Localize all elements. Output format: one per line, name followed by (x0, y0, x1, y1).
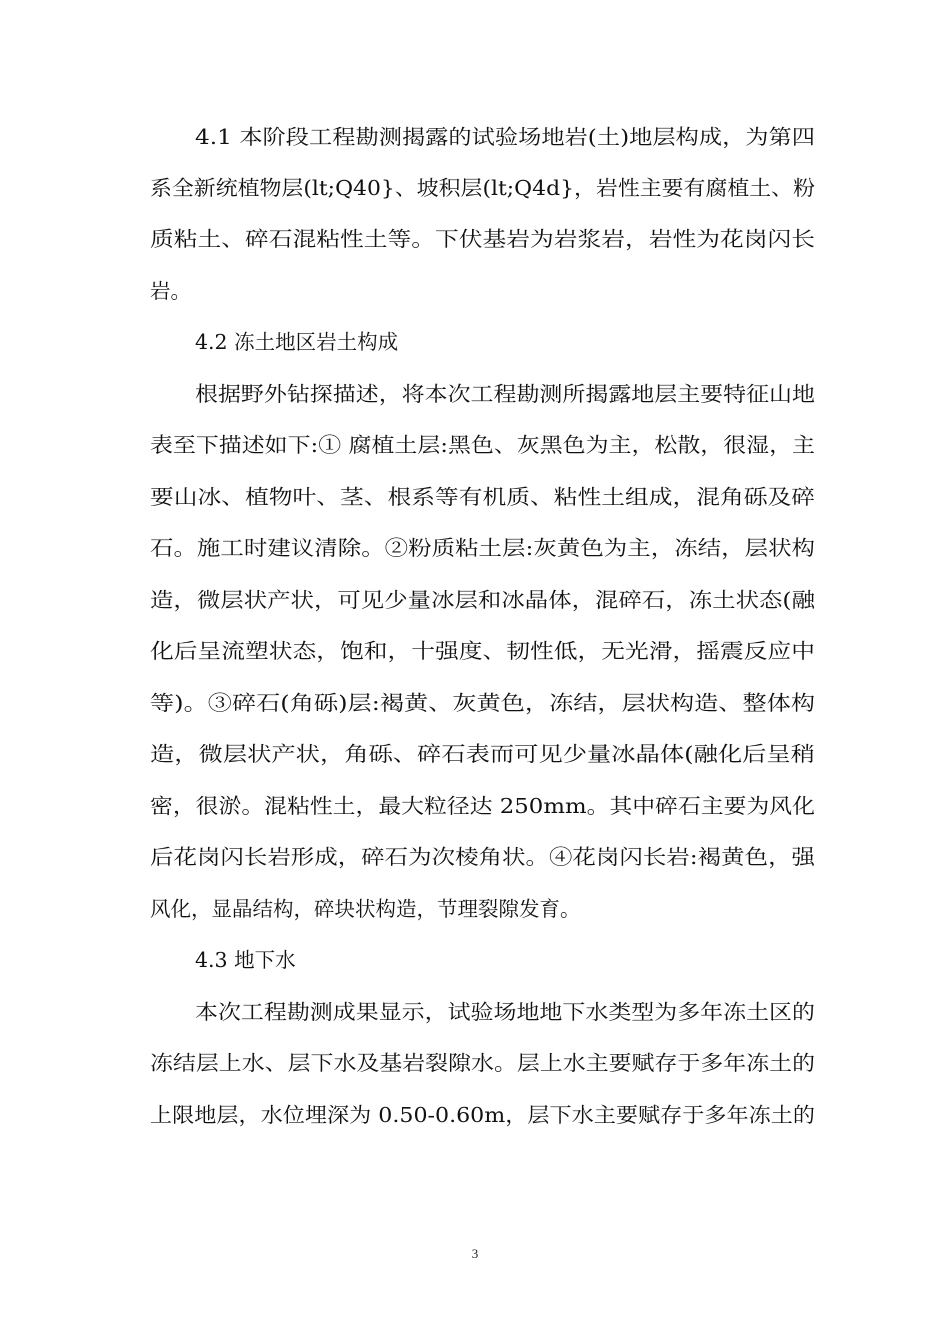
paragraph-4-1-line-2: 系全新统植物层(lt;Q40}、坡积层(lt;Q4d}，岩性主要有腐植土、粉 (150, 176, 815, 200)
paragraph-4-2-line-9: 密，很淤。混粘性土，最大粒径达 250mm。其中碎石主要为风化 (150, 794, 815, 818)
section-heading-4-3: 4.3 地下水 (195, 948, 296, 972)
section-heading-4-2: 4.2 冻土地区岩土构成 (195, 330, 399, 354)
paragraph-4-3-line-2: 冻结层上水、层下水及基岩裂隙水。层上水主要赋存于多年冻土的 (150, 1051, 816, 1075)
paragraph-4-1-line-4: 岩。 (150, 279, 191, 303)
paragraph-4-1-line-3: 质粘土、碎石混粘性土等。下伏基岩为岩浆岩，岩性为花岗闪长 (150, 227, 815, 251)
page-number: 3 (471, 1246, 479, 1261)
paragraph-4-2-line-8: 造，微层状产状，角砾、碎石表而可见少量冰晶体(融化后呈稍 (150, 742, 815, 766)
paragraph-4-2-line-7: 等)。③碎石(角砾)层:褐黄、灰黄色，冻结，层状构造、整体构 (150, 691, 816, 715)
paragraph-4-3-line-1: 本次工程勘测成果显示，试验场地地下水类型为多年冻土区的 (195, 1000, 815, 1024)
paragraph-4-2-line-11: 风化，显晶结构，碎块状构造，节理裂隙发育。 (150, 897, 581, 921)
paragraph-4-1-line-1: 4.1 本阶段工程勘测揭露的试验场地岩(土)地层构成，为第四 (195, 125, 816, 149)
paragraph-4-2-line-3: 要山冰、植物叶、茎、根系等有机质、粘性土组成，混角砾及碎 (150, 485, 815, 509)
paragraph-4-2-line-6: 化后呈流塑状态，饱和，十强度、韧性低，无光滑，摇震反应中 (150, 639, 815, 663)
paragraph-4-2-line-10: 后花岗闪长岩形成，碎石为次棱角状。④花岗闪长岩:褐黄色，强 (150, 845, 816, 869)
paragraph-4-3-line-3: 上限地层，水位埋深为 0.50-0.60m，层下水主要赋存于多年冻土的 (150, 1103, 815, 1127)
paragraph-4-2-line-4: 石。施工时建议清除。②粉质粘土层:灰黄色为主，冻结，层状构 (150, 536, 816, 560)
paragraph-4-2-line-1: 根据野外钻探描述，将本次工程勘测所揭露地层主要特征山地 (195, 382, 815, 406)
paragraph-4-2-line-2: 表至下描述如下:① 腐植土层:黑色、灰黑色为主，松散，很湿，主 (150, 433, 815, 457)
paragraph-4-2-line-5: 造，微层状产状，可见少量冰层和冰晶体，混碎石，冻土状态(融 (150, 588, 815, 612)
